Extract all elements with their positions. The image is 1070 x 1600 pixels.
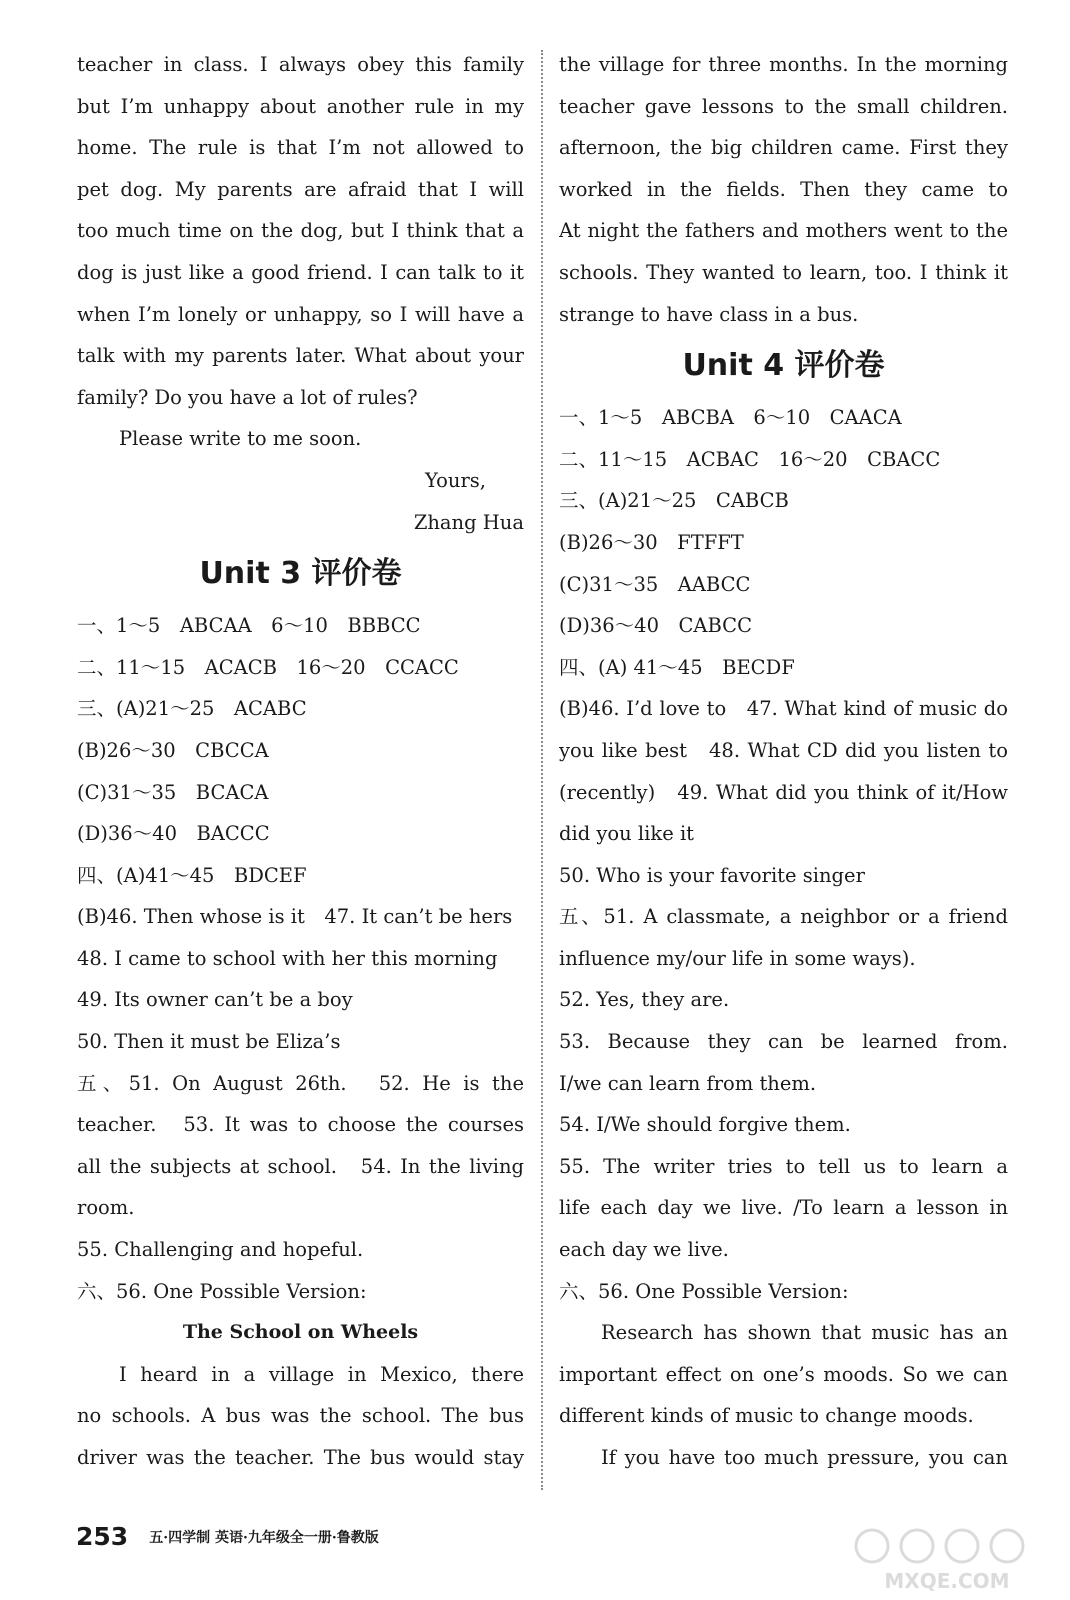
watermark-text: MXQE.COM — [884, 1569, 1010, 1593]
watermark-logo — [842, 1524, 1052, 1594]
text-line: but I’m unhappy about another rule in my — [77, 94, 524, 118]
text-line: each day we live. — [559, 1238, 729, 1262]
text-line: 一、1～5 ABCAA 6～10 BBBCC — [77, 614, 421, 638]
text-line: room. — [77, 1196, 135, 1220]
text-line: all the subjects at school. 54. In the living — [77, 1154, 524, 1178]
text-line: 55. The writer tries to tell us to learn a — [559, 1154, 1008, 1178]
text-line: home. The rule is that I’m not allowed to — [77, 136, 524, 160]
text-line: If you have too much pressure, you can — [601, 1446, 1008, 1469]
text-line: 54. I/We should forgive them. — [559, 1113, 851, 1137]
text-line: 五、51. On August 26th. 52. He is the — [77, 1071, 524, 1095]
text-line: teacher. 53. It was to choose the courses — [77, 1113, 524, 1137]
text-line: The School on Wheels — [182, 1321, 419, 1344]
text-line: I heard in a village in Mexico, there — [119, 1362, 524, 1386]
text-line: worked in the fields. Then they came to — [559, 177, 1008, 201]
text-line: Zhang Hua — [413, 510, 524, 534]
text-line: (B)26～30 FTFFT — [559, 530, 744, 554]
text-line: (D)36～40 CABCC — [559, 614, 753, 638]
text-line: afternoon, the big children came. First they — [559, 136, 1008, 160]
text-line: 48. I came to school with her this morning — [77, 946, 498, 970]
text-line: (B)46. Then whose is it 47. It can’t be hers — [77, 905, 513, 929]
text-line: family? Do you have a lot of rules? — [77, 385, 418, 409]
text-line: 五、51. A classmate, a neighbor or a friend — [559, 905, 1008, 929]
text-line: 二、11～15 ACBAC 16～20 CBACC — [559, 447, 941, 471]
text-line: did you like it — [559, 822, 695, 846]
text-line: (recently) 49. What did you think of it/How — [559, 780, 1008, 804]
text-line: 52. Yes, they are. — [559, 988, 730, 1012]
text-line: teacher gave lessons to the small children. — [559, 94, 1008, 118]
column-divider — [541, 50, 543, 1490]
text-line: dog is just like a good friend. I can talk to it — [77, 260, 524, 284]
text-line: Please write to me soon. — [119, 427, 362, 451]
text-line: 一、1～5 ABCBA 6～10 CAACA — [559, 406, 902, 430]
text-line: Research has shown that music has an — [601, 1321, 1008, 1345]
text-line: driver was the teacher. The bus would stay — [77, 1446, 524, 1469]
text-line: 四、(A) 41～45 BECDF — [559, 655, 795, 679]
text-line: 55. Challenging and hopeful. — [77, 1238, 364, 1262]
text-line: (B)46. I’d love to 47. What kind of music do — [559, 697, 1008, 721]
text-line: pet dog. My parents are afraid that I will — [77, 177, 524, 201]
left-column — [77, 44, 524, 1479]
text-line: strange to have class in a bus. — [559, 302, 859, 326]
text-line: (B)26～30 CBCCA — [77, 738, 269, 762]
text-line: life each day we live. /To learn a lesson in — [559, 1196, 1008, 1220]
text-line: 50. Then it must be Eliza’s — [77, 1030, 341, 1054]
text-line: At night the fathers and mothers went to the — [559, 219, 1008, 243]
text-line: 四、(A)41～45 BDCEF — [77, 863, 307, 887]
text-line: different kinds of music to change moods. — [559, 1404, 974, 1428]
page-footer — [76, 1522, 379, 1562]
text-line: teacher in class. I always obey this family — [77, 53, 524, 76]
text-line: 六、56. One Possible Version: — [77, 1279, 367, 1303]
page-number: 253 — [76, 1522, 129, 1551]
text-line: 三、(A)21～25 CABCB — [559, 489, 789, 513]
text-line: talk with my parents later. What about your — [77, 344, 524, 368]
text-line: you like best 48. What CD did you listen to — [559, 738, 1008, 762]
text-line: (D)36～40 BACCC — [77, 822, 270, 846]
text-line: 53. Because they can be learned from. — [559, 1030, 1008, 1054]
text-line: influence my/our life in some ways). — [559, 946, 916, 970]
text-line: 50. Who is your favorite singer — [559, 863, 865, 887]
text-line: Yours, — [424, 468, 486, 492]
text-line: 二、11～15 ACACB 16～20 CCACC — [77, 655, 459, 679]
footer-book-info: 五·四学制 英语·九年级全一册·鲁教版 — [149, 1529, 379, 1546]
text-line: the village for three months. In the morning — [559, 53, 1008, 76]
text-line: 六、56. One Possible Version: — [559, 1279, 849, 1303]
section-heading: Unit 4 评价卷 — [682, 348, 885, 384]
text-line: (C)31～35 AABCC — [559, 572, 751, 596]
text-line: 三、(A)21～25 ACABC — [77, 697, 307, 721]
text-line: 49. Its owner can’t be a boy — [77, 988, 353, 1012]
text-line: important effect on one’s moods. So we can — [559, 1362, 1008, 1386]
text-line: too much time on the dog, but I think that a — [77, 219, 524, 243]
text-line: no schools. A bus was the school. The bus — [77, 1404, 524, 1428]
text-line: I/we can learn from them. — [559, 1071, 817, 1095]
section-heading: Unit 3 评价卷 — [199, 556, 402, 592]
text-line: when I’m lonely or unhappy, so I will have a — [77, 302, 524, 326]
text-line: (C)31～35 BCACA — [77, 780, 269, 804]
right-column — [559, 44, 1008, 1479]
text-line: schools. They wanted to learn, too. I think it — [559, 260, 1008, 284]
